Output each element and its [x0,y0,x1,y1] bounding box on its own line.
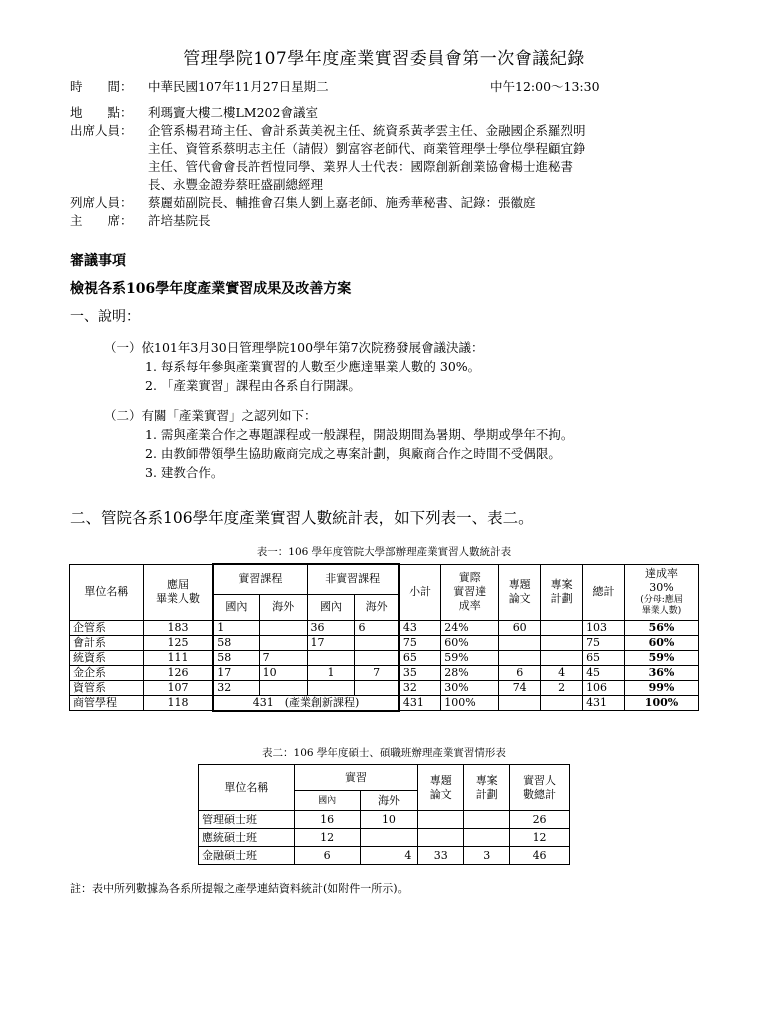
cell-grads: 118 [143,695,213,711]
cell-unit: 應統碩士班 [199,829,295,847]
cell-grads: 183 [143,620,213,635]
header-noncourse-abroad: 海外 [355,594,399,620]
list-item: 1. 需與產業合作之專題課程或一般課程，開設期間為暑期、學期或學年不拘。 [145,427,574,442]
chair-value: 許培基院長 [148,213,211,228]
cell-actual-rate: 30% [441,680,499,695]
cell-total: 431 [583,695,625,711]
cell-course-domestic: 1 [213,620,259,635]
cell-course-domestic: 32 [213,680,259,695]
review-heading: 審議事項 [70,253,126,269]
cell-course-domestic: 58 [213,635,259,650]
header-unit: 單位名稱 [199,765,295,811]
header-noncourse-domestic: 國內 [307,594,355,620]
attendees-line: 主任、資管系蔡明志主任（請假）劉富容老師代、商業管理學士學位學程顧宜錚 [148,141,586,156]
cell-thesis: 60 [499,620,541,635]
cell-total: 65 [583,650,625,665]
meeting-info [70,78,710,230]
cell-grads: 111 [143,650,213,665]
cell-thesis [499,695,541,711]
achieve-rate-label: 達成率 30% [645,567,678,594]
cell-project [464,811,510,829]
item1-list [145,357,480,395]
cell-achieve-rate: 36% [625,665,699,680]
cell-project: 4 [541,665,583,680]
cell-thesis [418,811,464,829]
cell-noncourse-abroad [355,635,399,650]
cell-total: 106 [583,680,625,695]
list-item: 2. 由教師帶領學生協助廠商完成之專案計劃，與廠商合作之時間不受偶限。 [145,446,561,461]
place-value: 利瑪竇大樓二樓LM202會議室 [148,105,318,120]
cell-project [541,695,583,711]
cell-achieve-rate: 99% [625,680,699,695]
cell-domestic: 12 [294,829,360,847]
cell-domestic: 16 [294,811,360,829]
footnote: 註：表中所列數據為各系所提報之產學連結資料統計(如附件一所示)。 [70,882,409,895]
item1-heading: （一）依101年3月30日管理學院100學年第7次院務發展會議決議： [104,340,484,355]
cell-course-abroad: 7 [259,650,307,665]
cell-course-abroad [259,635,307,650]
cell-subtotal: 65 [399,650,441,665]
cell-actual-rate: 60% [441,635,499,650]
cell-merged-courses: 431 (產業創新課程) [213,695,399,711]
cell-project: 2 [541,680,583,695]
cell-achieve-rate: 56% [625,620,699,635]
header-project: 專案 計劃 [541,564,583,620]
attendees-row [70,122,710,194]
table-row [199,811,570,829]
cell-grads: 126 [143,665,213,680]
observers-value: 蔡麗茹副院長、輔推會召集人劉上嘉老師、施秀華秘書、記錄：張徽庭 [148,195,536,210]
cell-unit: 統資系 [70,650,144,665]
cell-total: 46 [510,847,570,865]
header-grads: 應屆 畢業人數 [143,564,213,620]
header-domestic: 國內 [294,791,360,811]
cell-domestic: 6 [294,847,360,865]
cell-noncourse-domestic [307,680,355,695]
table2 [198,764,570,865]
page-title: 管理學院107學年度產業實習委員會第一次會議紀錄 [183,49,585,69]
table-row [199,829,570,847]
cell-thesis [418,829,464,847]
cell-grads: 125 [143,635,213,650]
cell-project [464,829,510,847]
observers-row [70,194,710,212]
cell-actual-rate: 28% [441,665,499,680]
header-course-abroad: 海外 [259,594,307,620]
cell-total: 12 [510,829,570,847]
cell-unit: 商管學程 [70,695,144,711]
header-total: 實習人 數總計 [510,765,570,811]
cell-noncourse-abroad: 7 [355,665,399,680]
chair-label: 主 席： [70,213,133,228]
cell-total: 45 [583,665,625,680]
header-thesis: 專題 論文 [418,765,464,811]
header-total: 總計 [583,564,625,620]
time-row [70,78,710,96]
cell-noncourse-domestic: 17 [307,635,355,650]
cell-subtotal: 35 [399,665,441,680]
cell-course-domestic: 58 [213,650,259,665]
section1-heading: 一、說明： [70,309,140,325]
table-row [70,650,699,665]
header-achieve-rate [625,564,699,620]
chair-row [70,212,710,230]
header-course: 實習課程 [213,564,307,594]
cell-abroad: 4 [360,847,418,865]
header-subtotal: 小計 [399,564,441,620]
attendees-line: 長、永豐金證券蔡旺盛副總經理 [148,177,324,192]
cell-thesis: 6 [499,665,541,680]
cell-abroad [360,829,418,847]
cell-unit: 金融碩士班 [199,847,295,865]
cell-noncourse-domestic: 1 [307,665,355,680]
observers-label: 列席人員： [70,195,133,210]
attendees-line: 企管系楊君琦主任、會計系黃美祝主任、統資系黃孝雲主任、金融國企系羅烈明 [148,123,586,138]
table-row [70,635,699,650]
cell-achieve-rate: 100% [625,695,699,711]
cell-achieve-rate: 60% [625,635,699,650]
attendees-value [148,122,710,194]
table2-caption: 表二：106 學年度碩士、碩職班辦理產業實習情形表 [262,747,506,759]
table-row [70,695,699,711]
header-unit: 單位名稱 [70,564,144,620]
table-row [70,620,699,635]
cell-actual-rate: 24% [441,620,499,635]
table-row [70,665,699,680]
table1-caption: 表一：106 學年度管院大學部辦理產業實習人數統計表 [256,546,512,558]
cell-total: 26 [510,811,570,829]
item2-list [145,425,573,482]
place-label: 地 點： [70,105,133,120]
cell-course-abroad [259,680,307,695]
cell-abroad: 10 [360,811,418,829]
cell-noncourse-abroad [355,650,399,665]
header-noncourse: 非實習課程 [307,564,399,594]
list-item: 3. 建教合作。 [145,465,224,480]
cell-actual-rate: 100% [441,695,499,711]
cell-unit: 會計系 [70,635,144,650]
cell-subtotal: 75 [399,635,441,650]
section2-heading: 二、管院各系106學年度產業實習人數統計表，如下列表一、表二。 [70,509,534,527]
cell-noncourse-abroad: 6 [355,620,399,635]
time-value: 中華民國107年11月27日星期二 [148,79,329,94]
time-range: 中午12:00～13:30 [490,79,600,94]
cell-thesis: 33 [418,847,464,865]
cell-noncourse-domestic [307,650,355,665]
table1 [69,563,699,712]
header-intern: 實習 [294,765,418,791]
item2-heading: （二）有關「產業實習」之認列如下： [104,408,317,423]
cell-course-abroad: 10 [259,665,307,680]
cell-grads: 107 [143,680,213,695]
cell-unit: 企管系 [70,620,144,635]
table-row [199,847,570,865]
cell-project [541,620,583,635]
attendees-label: 出席人員： [70,123,133,138]
place-row [70,104,710,122]
header-actual-rate: 實際 實習達 成率 [441,564,499,620]
cell-actual-rate: 59% [441,650,499,665]
cell-subtotal: 43 [399,620,441,635]
attendees-line: 主任、管代會會長許哲愷同學、業界人士代表：國際創新創業協會楊士進秘書 [148,159,574,174]
header-project: 專案 計劃 [464,765,510,811]
cell-subtotal: 32 [399,680,441,695]
time-label: 時 間： [70,79,133,94]
cell-total: 75 [583,635,625,650]
cell-course-domestic: 17 [213,665,259,680]
cell-unit: 資管系 [70,680,144,695]
cell-thesis: 74 [499,680,541,695]
cell-course-abroad [259,620,307,635]
cell-project [541,635,583,650]
cell-noncourse-domestic: 36 [307,620,355,635]
cell-thesis [499,650,541,665]
list-item: 2. 「產業實習」課程由各系自行開課。 [145,378,361,393]
cell-noncourse-abroad [355,680,399,695]
header-thesis: 專題 論文 [499,564,541,620]
cell-unit: 管理碩士班 [199,811,295,829]
topic-heading: 檢視各系106學年度產業實習成果及改善方案 [70,281,352,297]
header-abroad: 海外 [360,791,418,811]
list-item: 1. 每系每年參與產業實習的人數至少應達畢業人數的 30%。 [145,359,481,374]
cell-unit: 金企系 [70,665,144,680]
cell-project [541,650,583,665]
cell-total: 103 [583,620,625,635]
table-row [70,680,699,695]
cell-subtotal: 431 [399,695,441,711]
cell-thesis [499,635,541,650]
header-course-domestic: 國內 [213,594,259,620]
cell-achieve-rate: 59% [625,650,699,665]
cell-project: 3 [464,847,510,865]
achieve-rate-note: (分母:應屆 畢業人數) [640,595,683,616]
